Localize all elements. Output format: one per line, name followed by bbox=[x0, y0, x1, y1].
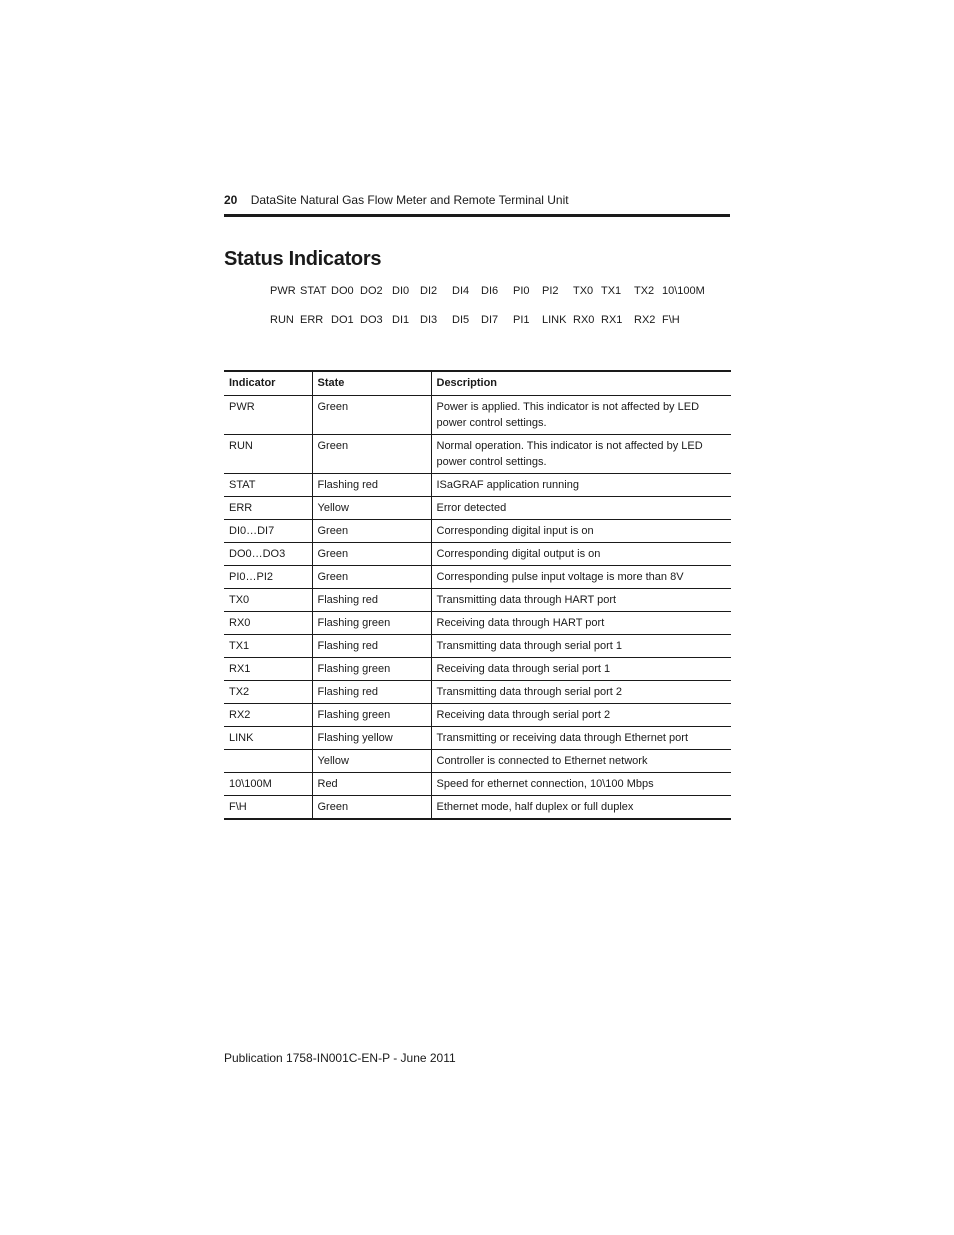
led-label: 10\100M bbox=[662, 285, 705, 297]
table-row bbox=[224, 727, 731, 750]
state-cell: Green bbox=[312, 396, 431, 435]
column-header-description: Description bbox=[431, 371, 731, 396]
description-cell: Transmitting data through serial port 2 bbox=[431, 681, 731, 704]
description-cell: Corresponding digital input is on bbox=[431, 520, 731, 543]
table-row bbox=[224, 773, 731, 796]
table-row bbox=[224, 704, 731, 727]
led-label: RX1 bbox=[601, 314, 623, 326]
table-row bbox=[224, 543, 731, 566]
indicator-cell: PWR bbox=[224, 396, 312, 435]
indicator-cell: ERR bbox=[224, 497, 312, 520]
led-label: DI0 bbox=[392, 285, 410, 297]
state-cell: Flashing red bbox=[312, 681, 431, 704]
led-label: RX2 bbox=[634, 314, 656, 326]
led-label: DO1 bbox=[331, 314, 354, 326]
description-cell: Transmitting or receiving data through Ethernet port bbox=[431, 727, 731, 750]
state-cell: Flashing red bbox=[312, 589, 431, 612]
led-label: LINK bbox=[542, 314, 567, 326]
page-number: 20 bbox=[224, 193, 238, 207]
indicator-cell: LINK bbox=[224, 727, 312, 750]
indicator-cell: RUN bbox=[224, 435, 312, 474]
table-row bbox=[224, 750, 731, 773]
led-label: DO0 bbox=[331, 285, 354, 297]
indicator-cell: F\H bbox=[224, 796, 312, 820]
table-row bbox=[224, 796, 731, 820]
indicator-cell: DO0…DO3 bbox=[224, 543, 312, 566]
led-label: TX1 bbox=[601, 285, 622, 297]
page-header bbox=[224, 192, 730, 210]
state-cell: Flashing green bbox=[312, 658, 431, 681]
description-cell: Speed for ethernet connection, 10\100 Mbps bbox=[431, 773, 731, 796]
indicator-cell: TX0 bbox=[224, 589, 312, 612]
indicator-cell: RX0 bbox=[224, 612, 312, 635]
state-cell: Red bbox=[312, 773, 431, 796]
led-label: STAT bbox=[300, 285, 327, 297]
table-row bbox=[224, 435, 731, 474]
table-row bbox=[224, 497, 731, 520]
table-row bbox=[224, 474, 731, 497]
led-label: TX0 bbox=[573, 285, 594, 297]
led-label: PI2 bbox=[542, 285, 559, 297]
description-cell: Normal operation. This indicator is not affected by LED power control settings. bbox=[431, 435, 731, 474]
indicator-cell: DI0…DI7 bbox=[224, 520, 312, 543]
led-label: RX0 bbox=[573, 314, 595, 326]
indicator-cell: PI0…PI2 bbox=[224, 566, 312, 589]
table-row bbox=[224, 566, 731, 589]
section-title: Status Indicators bbox=[224, 248, 382, 270]
state-cell: Yellow bbox=[312, 750, 431, 773]
table-row bbox=[224, 635, 731, 658]
description-cell: Corresponding pulse input voltage is more than 8V bbox=[431, 566, 731, 589]
description-cell: Transmitting data through HART port bbox=[431, 589, 731, 612]
led-label: PI0 bbox=[513, 285, 530, 297]
indicator-cell: RX2 bbox=[224, 704, 312, 727]
indicator-cell: TX2 bbox=[224, 681, 312, 704]
state-cell: Flashing green bbox=[312, 612, 431, 635]
led-label: ERR bbox=[300, 314, 324, 326]
column-header-state: State bbox=[312, 371, 431, 396]
led-label-diagram bbox=[270, 284, 730, 334]
description-cell: Ethernet mode, half duplex or full duplex bbox=[431, 796, 731, 820]
description-cell: Power is applied. This indicator is not affected by LED power control settings. bbox=[431, 396, 731, 435]
status-indicators-table bbox=[224, 370, 731, 820]
table-row bbox=[224, 658, 731, 681]
state-cell: Flashing red bbox=[312, 474, 431, 497]
led-label: DI1 bbox=[392, 314, 410, 326]
led-label: DI3 bbox=[420, 314, 438, 326]
led-label: TX2 bbox=[634, 285, 655, 297]
led-label: PI1 bbox=[513, 314, 530, 326]
led-label: DO3 bbox=[360, 314, 383, 326]
state-cell: Flashing yellow bbox=[312, 727, 431, 750]
state-cell: Yellow bbox=[312, 497, 431, 520]
indicator-cell: 10\100M bbox=[224, 773, 312, 796]
state-cell: Green bbox=[312, 520, 431, 543]
led-label: F\H bbox=[662, 314, 680, 326]
led-label: PWR bbox=[270, 285, 296, 297]
state-cell: Flashing red bbox=[312, 635, 431, 658]
table-header-row bbox=[224, 371, 731, 396]
state-cell: Flashing green bbox=[312, 704, 431, 727]
description-cell: Corresponding digital output is on bbox=[431, 543, 731, 566]
column-header-indicator: Indicator bbox=[224, 371, 312, 396]
led-label: DI6 bbox=[481, 285, 499, 297]
state-cell: Green bbox=[312, 543, 431, 566]
led-label: DI4 bbox=[452, 285, 470, 297]
description-cell: Transmitting data through serial port 1 bbox=[431, 635, 731, 658]
indicator-cell: STAT bbox=[224, 474, 312, 497]
table-row bbox=[224, 396, 731, 435]
state-cell: Green bbox=[312, 435, 431, 474]
description-cell: Receiving data through serial port 1 bbox=[431, 658, 731, 681]
table-row bbox=[224, 589, 731, 612]
state-cell: Green bbox=[312, 796, 431, 820]
description-cell: Receiving data through serial port 2 bbox=[431, 704, 731, 727]
indicator-cell: TX1 bbox=[224, 635, 312, 658]
table-row bbox=[224, 520, 731, 543]
led-label: DI2 bbox=[420, 285, 438, 297]
led-label: DI5 bbox=[452, 314, 470, 326]
indicator-cell: RX1 bbox=[224, 658, 312, 681]
led-label: DO2 bbox=[360, 285, 383, 297]
publication-footer: Publication 1758-IN001C-EN-P - June 2011 bbox=[224, 1051, 456, 1065]
description-cell: ISaGRAF application running bbox=[431, 474, 731, 497]
table-row bbox=[224, 612, 731, 635]
description-cell: Controller is connected to Ethernet network bbox=[431, 750, 731, 773]
description-cell: Error detected bbox=[431, 497, 731, 520]
led-label: DI7 bbox=[481, 314, 499, 326]
header-rule bbox=[224, 214, 730, 217]
indicator-cell bbox=[224, 750, 312, 773]
document-title: DataSite Natural Gas Flow Meter and Remote Terminal Unit bbox=[250, 193, 569, 207]
table-row bbox=[224, 681, 731, 704]
state-cell: Green bbox=[312, 566, 431, 589]
led-label: RUN bbox=[270, 314, 294, 326]
description-cell: Receiving data through HART port bbox=[431, 612, 731, 635]
